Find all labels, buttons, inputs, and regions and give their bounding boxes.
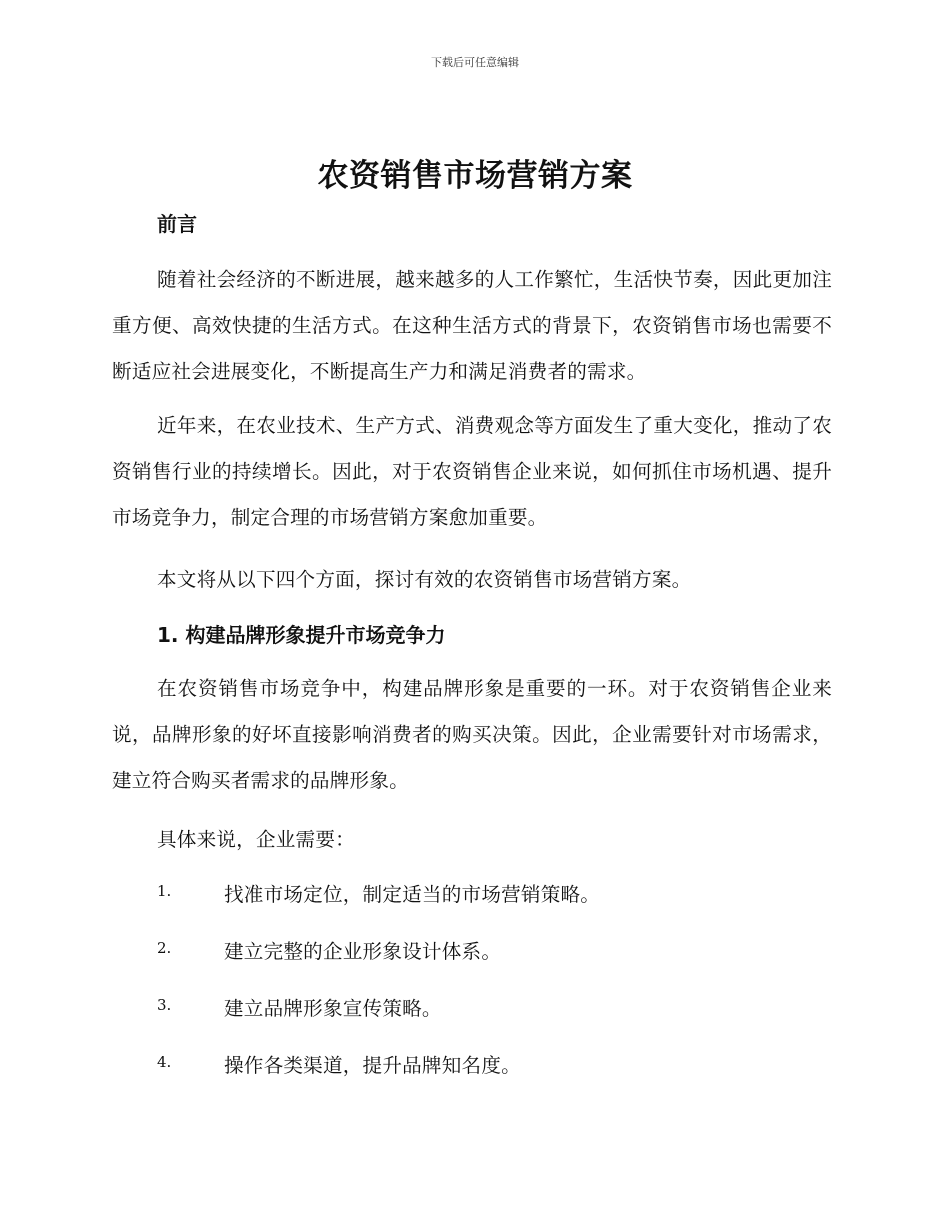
section1-intro: 具体来说，企业需要： bbox=[157, 828, 355, 851]
list-item bbox=[157, 878, 837, 908]
list-text: 找准市场定位，制定适当的市场营销策略。 bbox=[224, 883, 601, 906]
list-item bbox=[157, 1049, 837, 1079]
list-text: 建立完整的企业形象设计体系。 bbox=[224, 940, 502, 963]
list-number: 3. bbox=[157, 996, 172, 1014]
list-number: 2. bbox=[157, 939, 172, 957]
preface-paragraph-2: 近年来，在农业技术、生产方式、消费观念等方面发生了重大变化，推动了农资销售行业的持续增长。因此，对于农资销售企业来说，如何抓住市场机遇、提升市场竞争力，制定合理的市场营销方案愈加重要。 bbox=[112, 414, 832, 529]
section1-heading: 1. 构建品牌形象提升市场竞争力 bbox=[157, 623, 446, 647]
preface-heading: 前言 bbox=[157, 212, 197, 236]
preface-paragraph-3: 本文将从以下四个方面，探讨有效的农资销售市场营销方案。 bbox=[157, 568, 692, 591]
section1-paragraph: 在农资销售市场竞争中，构建品牌形象是重要的一环。对于农资销售企业来说，品牌形象的好坏直接影响消费者的购买决策。因此，企业需要针对市场需求，建立符合购买者需求的品牌形象。 bbox=[112, 677, 832, 792]
list-number: 1. bbox=[157, 882, 172, 900]
list-text: 操作各类渠道，提升品牌知名度。 bbox=[224, 1054, 521, 1077]
list-item bbox=[157, 992, 837, 1022]
list-text: 建立品牌形象宣传策略。 bbox=[224, 997, 442, 1020]
preface-paragraph-1: 随着社会经济的不断进展，越来越多的人工作繁忙，生活快节奏，因此更加注重方便、高效快捷的生活方式。在这种生活方式的背景下，农资销售市场也需要不断适应社会进展变化，不断提高生产力和满足消费者的需求。 bbox=[112, 268, 832, 383]
list-item bbox=[157, 935, 837, 965]
document-title: 农资销售市场营销方案 bbox=[317, 158, 633, 194]
list-number: 4. bbox=[157, 1053, 172, 1071]
header-note: 下载后可任意编辑 bbox=[431, 56, 519, 69]
